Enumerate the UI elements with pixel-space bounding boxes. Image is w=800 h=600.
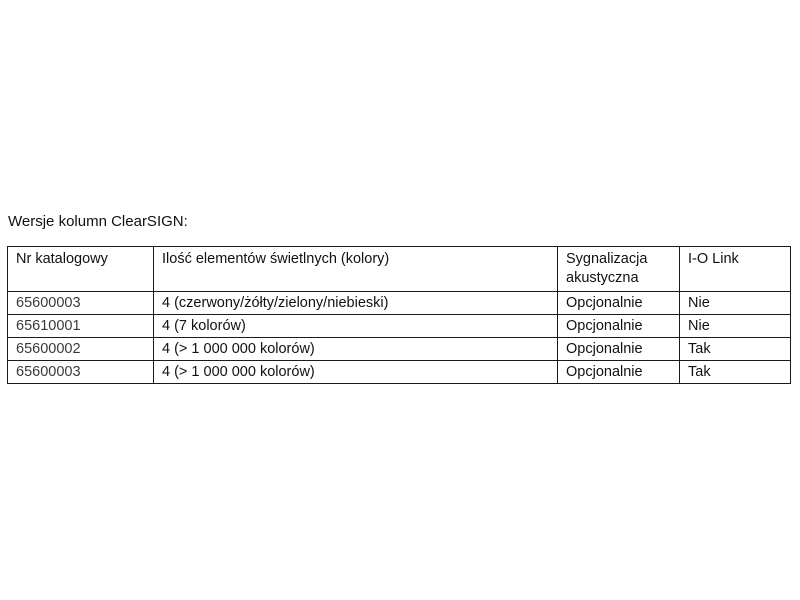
table-row (8, 338, 791, 361)
light-elements-cell: 4 (czerwony/żółty/zielony/niebieski) (154, 292, 558, 315)
header-catalog-number: Nr katalogowy (8, 247, 154, 292)
table-row (8, 315, 791, 338)
header-acoustic-signal: Sygnalizacja akustyczna (558, 247, 680, 292)
acoustic-signal-cell: Opcjonalnie (558, 338, 680, 361)
io-link-cell: Nie (680, 315, 791, 338)
acoustic-signal-cell: Opcjonalnie (558, 292, 680, 315)
acoustic-signal-cell: Opcjonalnie (558, 361, 680, 384)
catalog-number-cell: 65600003 (8, 292, 154, 315)
header-io-link: I-O Link (680, 247, 791, 292)
table-header-row (8, 247, 791, 292)
light-elements-cell: 4 (7 kolorów) (154, 315, 558, 338)
light-elements-cell: 4 (> 1 000 000 kolorów) (154, 361, 558, 384)
table-row (8, 361, 791, 384)
header-light-elements: Ilość elementów świetlnych (kolory) (154, 247, 558, 292)
table-row (8, 292, 791, 315)
catalog-number-cell: 65600002 (8, 338, 154, 361)
section-heading: Wersje kolumn ClearSIGN: (8, 213, 188, 230)
versions-table (7, 246, 791, 384)
io-link-cell: Tak (680, 361, 791, 384)
catalog-number-cell: 65610001 (8, 315, 154, 338)
acoustic-signal-cell: Opcjonalnie (558, 315, 680, 338)
light-elements-cell: 4 (> 1 000 000 kolorów) (154, 338, 558, 361)
io-link-cell: Tak (680, 338, 791, 361)
io-link-cell: Nie (680, 292, 791, 315)
catalog-number-cell: 65600003 (8, 361, 154, 384)
